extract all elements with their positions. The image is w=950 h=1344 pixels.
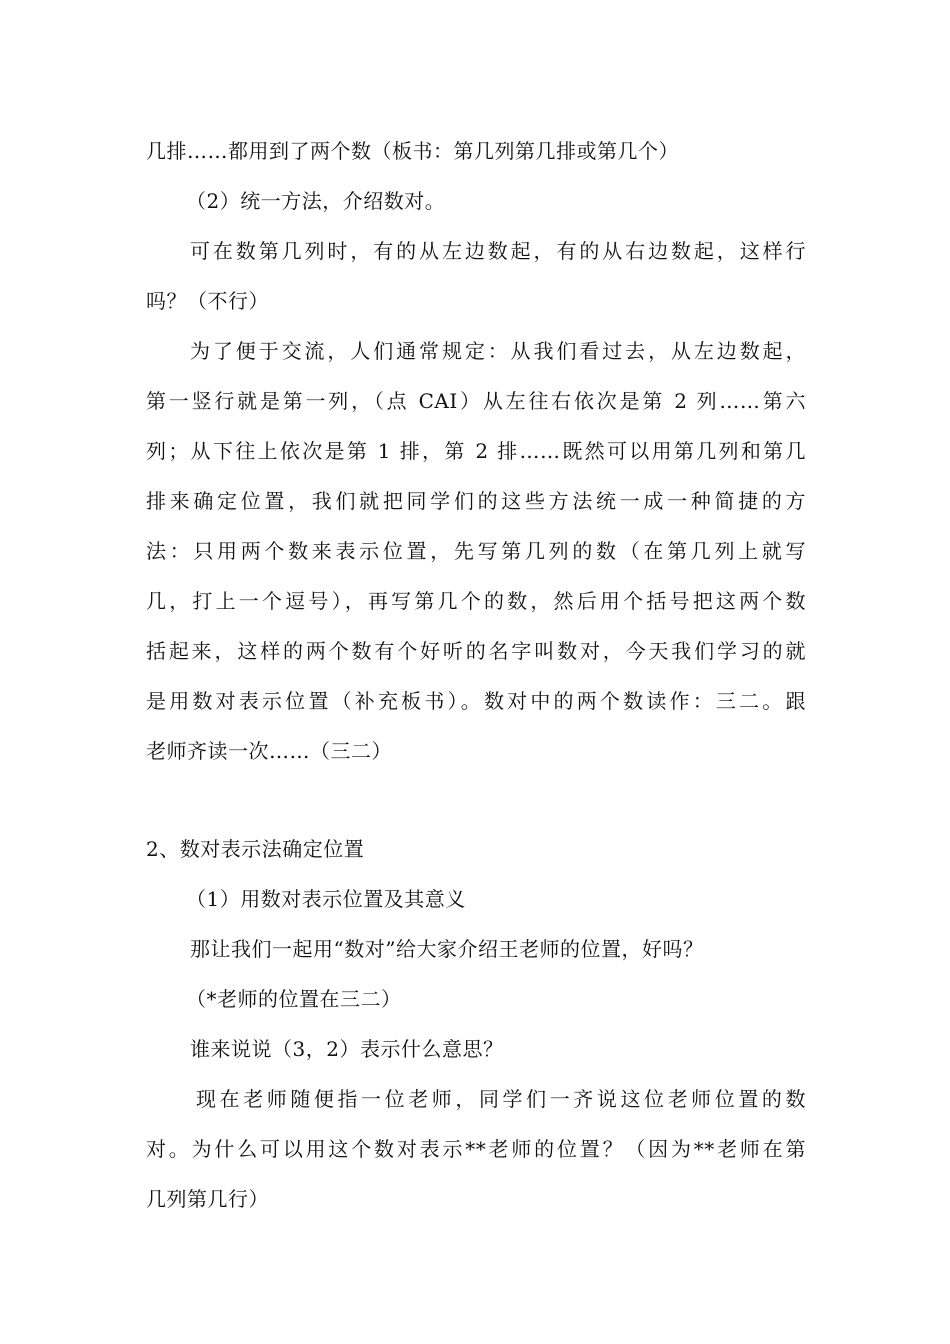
text-line: 可在数第几列时，有的从左边数起，有的从右边数起，这样行 <box>190 239 806 263</box>
text-line: 为了便于交流，人们通常规定：从我们看过去，从左边数起， <box>190 339 806 363</box>
section-heading: 2、数对表示法确定位置 <box>146 837 365 861</box>
text-line: 几，打上一个逗号），再写第几个的数，然后用个括号把这两个数 <box>146 589 806 613</box>
text-line: 排来确定位置，我们就把同学们的这些方法统一成一种简捷的方 <box>146 489 806 513</box>
text-line: （*老师的位置在三二） <box>186 987 402 1011</box>
text-line: 几排……都用到了两个数（板书：第几列第几排或第几个） <box>146 139 679 163</box>
text-line: 对。为什么可以用这个数对表示**老师的位置？（因为**老师在第 <box>146 1137 806 1161</box>
text-line: 几列第几行） <box>146 1187 269 1211</box>
text-line: （2）统一方法，介绍数对。 <box>186 189 446 213</box>
subsection-heading: （1）用数对表示位置及其意义 <box>186 887 466 911</box>
text-line: 吗？（不行） <box>146 289 269 313</box>
text-line: 第一竖行就是第一列，（点 CAI）从左往右依次是第 2 列……第六 <box>146 389 806 413</box>
text-line: 老师齐读一次……（三二） <box>146 739 392 763</box>
text-line: 现在老师随便指一位老师，同学们一齐说这位老师位置的数 <box>196 1087 806 1111</box>
text-line: 法：只用两个数来表示位置，先写第几列的数（在第几列上就写 <box>146 539 806 563</box>
text-line: 列；从下往上依次是第 1 排，第 2 排……既然可以用第几列和第几 <box>146 439 806 463</box>
text-line: 谁来说说（3，2）表示什么意思？ <box>190 1037 504 1061</box>
text-line: 那让我们一起用“数对”给大家介绍王老师的位置，好吗？ <box>190 937 704 961</box>
text-line: 括起来，这样的两个数有个好听的名字叫数对，今天我们学习的就 <box>146 639 806 663</box>
text-line: 是用数对表示位置（补充板书）。数对中的两个数读作：三二。跟 <box>146 689 806 713</box>
